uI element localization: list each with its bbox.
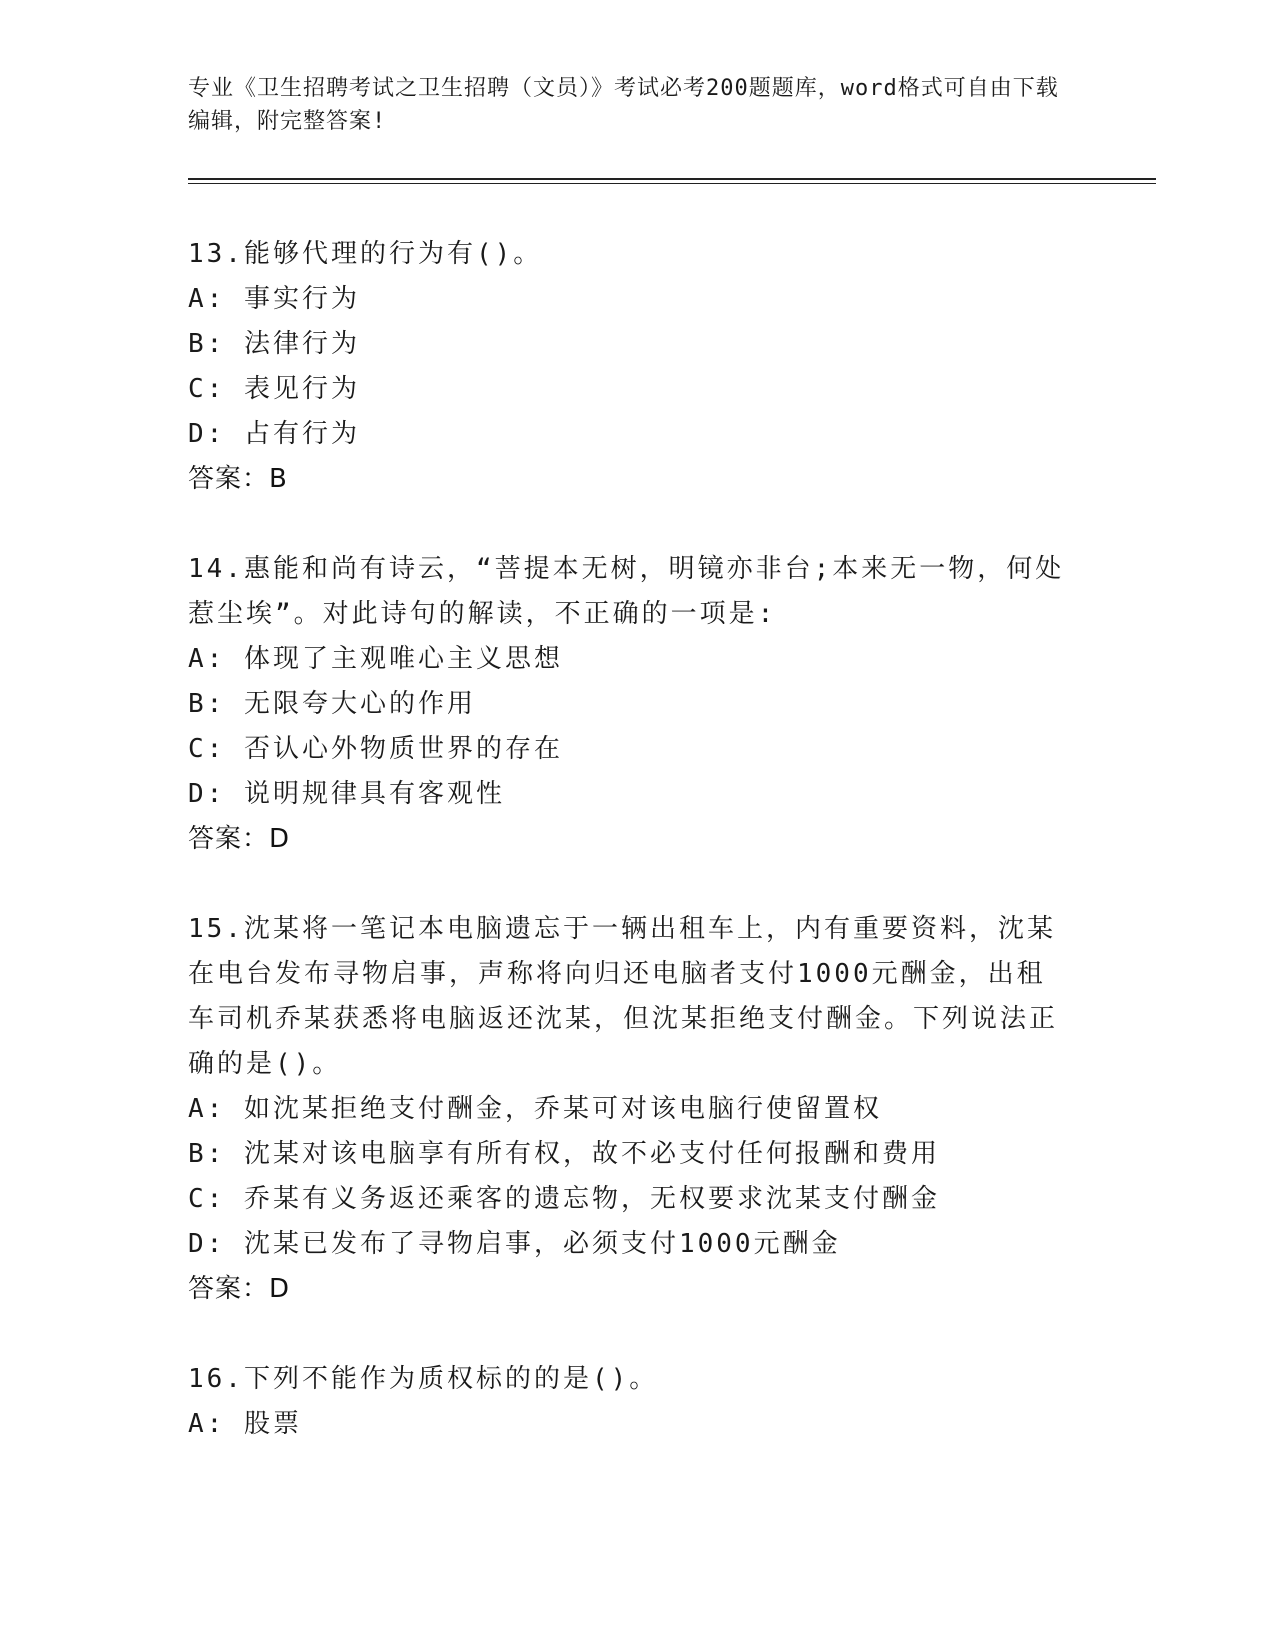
- question-list: [188, 232, 1088, 1492]
- option-b: B: 沈某对该电脑享有所有权，故不必支付任何报酬和费用: [188, 1139, 940, 1169]
- answer-line: 答案：D: [188, 1274, 291, 1304]
- question-stem: 13.能够代理的行为有()。: [188, 239, 543, 269]
- option-c: C: 乔某有义务返还乘客的遗忘物，无权要求沈某支付酬金: [188, 1184, 940, 1214]
- option-d: D: 占有行为: [188, 419, 360, 449]
- option-a: A: 事实行为: [188, 284, 360, 314]
- option-b: B: 无限夸大心的作用: [188, 689, 476, 719]
- option-d: D: 沈某已发布了寻物启事，必须支付1000元酬金: [188, 1229, 841, 1259]
- answer-line: 答案：D: [188, 824, 291, 854]
- question-15: [188, 907, 1088, 1312]
- option-b: B: 法律行为: [188, 329, 360, 359]
- option-d: D: 说明规律具有客观性: [188, 779, 505, 809]
- answer-line: 答案：B: [188, 464, 288, 494]
- question-stem: 14.惠能和尚有诗云，“菩提本无树，明镜亦非台;本来无一物，何处惹尘埃”。对此诗句的解读，不正确的一项是:: [188, 554, 1065, 629]
- question-14: [188, 547, 1088, 862]
- option-a: A: 股票: [188, 1409, 302, 1439]
- header-divider: [188, 178, 1156, 184]
- option-a: A: 体现了主观唯心主义思想: [188, 644, 563, 674]
- question-16: [188, 1357, 1088, 1447]
- question-stem: 15.沈某将一笔记本电脑遗忘于一辆出租车上，内有重要资料，沈某在电台发布寻物启事，声称将向归还电脑者支付1000元酬金，出租车司机乔某获悉将电脑返还沈某，但沈某拒绝支付酬金。下列说法正确的是()。: [188, 914, 1059, 1079]
- option-c: C: 表见行为: [188, 374, 360, 404]
- question-stem: 16.下列不能作为质权标的的是()。: [188, 1364, 659, 1394]
- document-header: 专业《卫生招聘考试之卫生招聘（文员）》考试必考200题题库，word格式可自由下载编辑，附完整答案!: [188, 76, 1059, 134]
- option-c: C: 否认心外物质世界的存在: [188, 734, 563, 764]
- question-13: [188, 232, 1088, 502]
- option-a: A: 如沈某拒绝支付酬金，乔某可对该电脑行使留置权: [188, 1094, 882, 1124]
